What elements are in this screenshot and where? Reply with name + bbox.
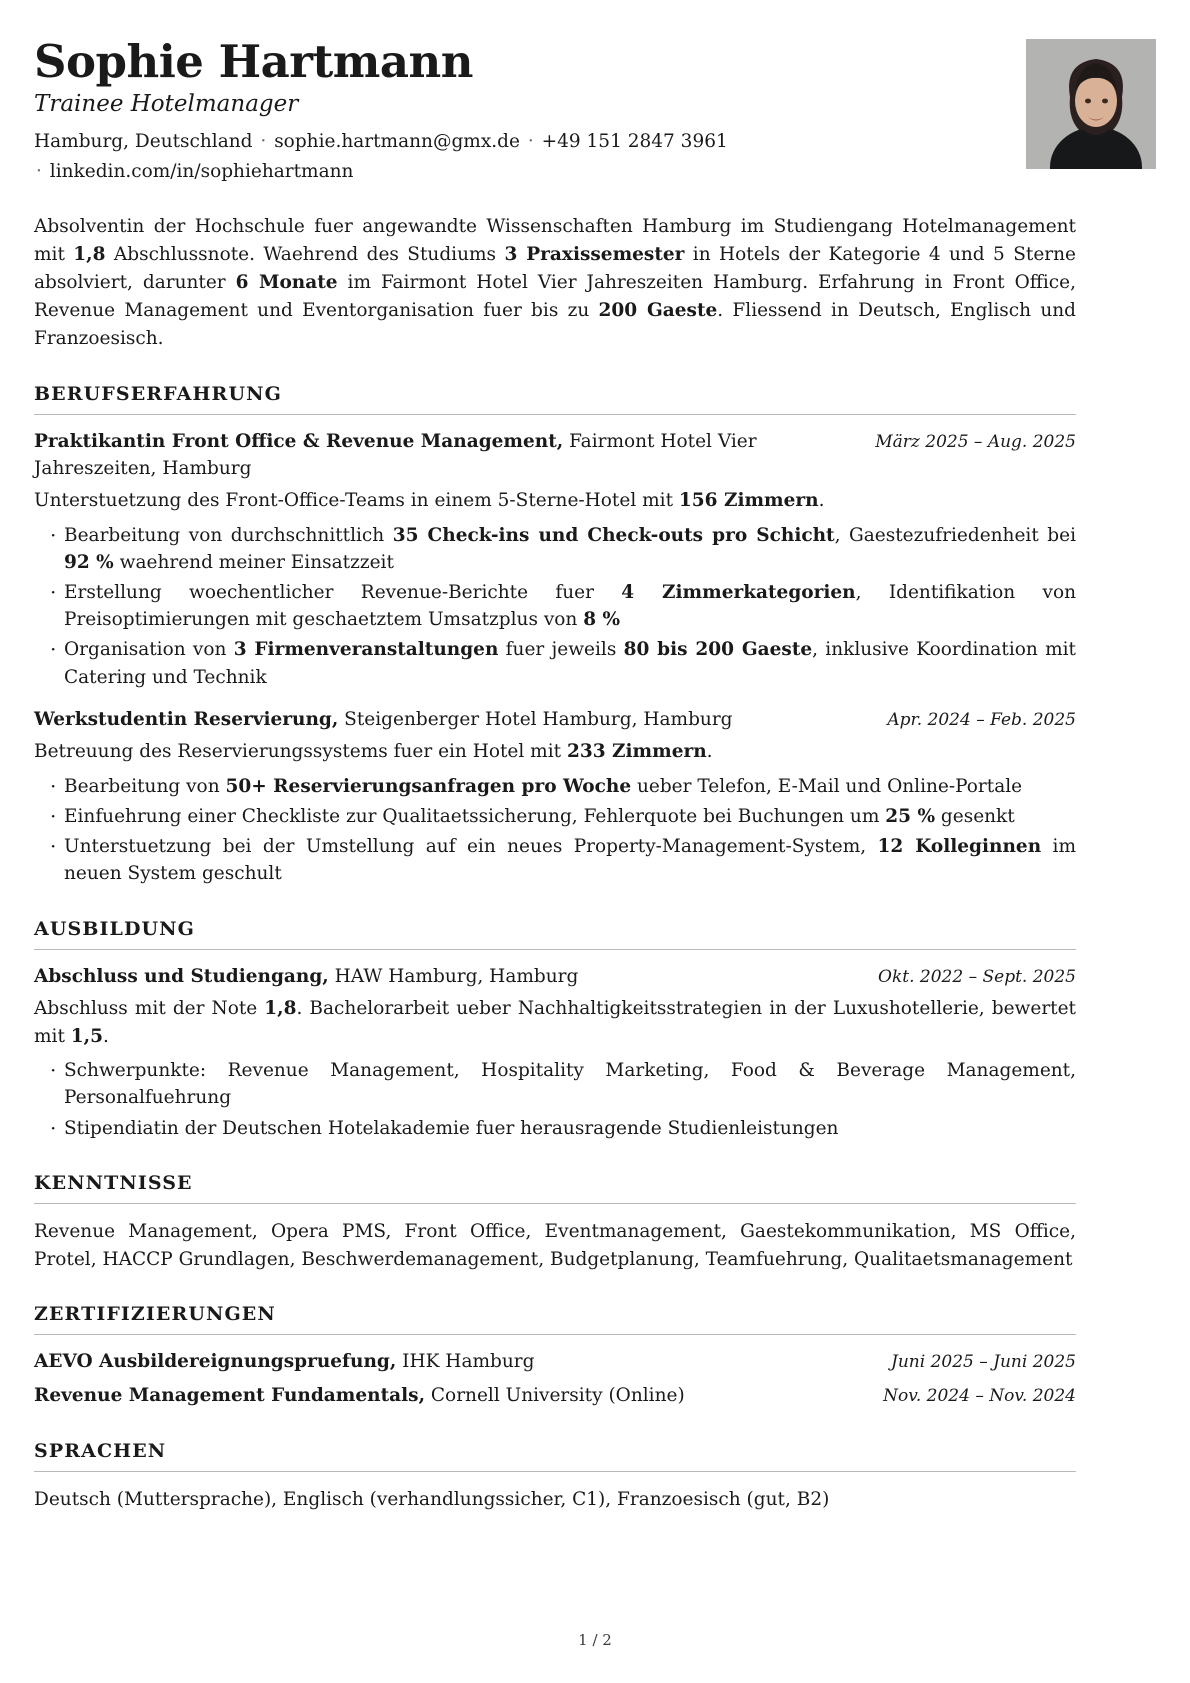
entry-company: Fairmont Hotel Vier Jahreszeiten, Hamburg xyxy=(34,431,757,479)
list-item xyxy=(34,773,1076,800)
entry-description-text: . xyxy=(706,741,713,762)
bullet-highlight: 50+ Reservierungsanfragen pro Woche xyxy=(225,775,632,797)
contact-email[interactable]: sophie.hartmann@gmx.de xyxy=(274,130,520,152)
page-title: Sophie Hartmann xyxy=(34,35,473,88)
entry-bullet-list xyxy=(34,1057,1076,1142)
entry-bullet-list xyxy=(34,773,1076,888)
contact-separator-icon: · xyxy=(527,130,534,152)
list-item: · Stipendiatin der Deutschen Hotelakademie fuer herausragende Studienleistungen xyxy=(34,1115,1076,1142)
bullet-text: Einfuehrung einer Checkliste zur Qualitaetssicherung, Fehlerquote bei Buchungen um xyxy=(64,805,886,827)
list-item: · Schwerpunkte: Revenue Management, Hospitality Marketing, Food & Beverage Management, Personalfuehrung xyxy=(34,1057,1076,1111)
bullet-text: ueber Telefon, E-Mail und Online-Portale xyxy=(631,775,1023,797)
bullet-text: im neuen System geschult xyxy=(64,836,1077,885)
section-heading: KENNTNISSE xyxy=(34,1171,193,1194)
bullet-text: Bearbeitung von xyxy=(64,775,226,797)
bullet-highlight: 3 Firmenveranstaltungen xyxy=(233,639,499,661)
summary-text: . Fliessend in Deutsch, Englisch und Franzoesisch. xyxy=(34,300,1076,350)
entry-header xyxy=(34,964,1076,990)
bullet-text: Organisation von xyxy=(64,639,234,661)
resume-header xyxy=(34,35,1076,187)
page-number: 1 / 2 xyxy=(578,1631,612,1649)
bullet-text: , inklusive Koordination mit Catering und Technik xyxy=(64,639,1076,688)
entry-bullet-list xyxy=(34,522,1076,691)
certification-row xyxy=(34,1383,1076,1410)
entry-description-highlight: 1,8 xyxy=(264,997,297,1019)
bullet-text: , Identifikation von Preisoptimierungen mit geschaetztem Umsatzplus von xyxy=(64,581,1076,631)
bullet-highlight: 12 Kolleginnen xyxy=(877,836,1042,858)
list-item xyxy=(34,636,1076,690)
bullet-text: , Gaestezufriedenheit bei xyxy=(834,524,1076,546)
section-divider xyxy=(34,1203,1076,1204)
avatar xyxy=(1026,39,1156,169)
list-item xyxy=(34,579,1076,633)
entry-description-text: Unterstuetzung des Front-Office-Teams in einem 5-Sterne-Hotel mit xyxy=(34,489,679,511)
bullet-text: waehrend meiner Einsatzzeit xyxy=(113,551,394,573)
bullet-highlight: 35 Check-ins und Check-outs pro Schicht xyxy=(392,524,835,546)
entry-description xyxy=(34,995,1076,1051)
section-heading: SPRACHEN xyxy=(34,1439,167,1462)
section-divider xyxy=(34,1334,1076,1335)
bullet-highlight: 4 Zimmerkategorien xyxy=(621,581,856,603)
entry-role: Abschluss und Studiengang, xyxy=(34,965,329,987)
summary-highlight: 1,8 xyxy=(73,243,106,265)
summary-text: im Fairmont Hotel Vier Jahreszeiten Hamburg. Erfahrung in Front Office, Revenue Management und Eventorganisation fuer bis zu xyxy=(34,272,1076,322)
entry-company: Steigenberger Hotel Hamburg, Hamburg xyxy=(338,708,733,730)
entry-role: Praktikantin Front Office & Revenue Management, xyxy=(34,431,564,453)
experience-entry xyxy=(34,429,1076,690)
summary-paragraph xyxy=(34,213,1076,354)
certification-title: AEVO Ausbildereignungspruefung, xyxy=(34,1351,397,1373)
section-experience xyxy=(34,383,1076,887)
section-heading: AUSBILDUNG xyxy=(34,917,195,940)
entry-date: Apr. 2024 – Feb. 2025 xyxy=(887,709,1076,730)
entry-description-text: . xyxy=(102,1025,109,1047)
entry-header xyxy=(34,707,1076,733)
page-footer xyxy=(0,1631,1190,1649)
certification-issuer: IHK Hamburg xyxy=(396,1351,535,1373)
contact-line xyxy=(34,127,734,187)
summary-highlight: 6 Monate xyxy=(235,272,338,293)
entry-description-text: Betreuung des Reservierungssystems fuer ein Hotel mit xyxy=(34,741,567,762)
list-item xyxy=(34,803,1076,830)
list-item xyxy=(34,522,1076,576)
section-divider xyxy=(34,414,1076,415)
section-languages xyxy=(34,1440,1076,1514)
bullet-text: Unterstuetzung bei der Umstellung auf ein neues Property-Management-System, xyxy=(64,836,878,858)
contact-separator-icon: · xyxy=(36,160,42,182)
bullet-text: fuer jeweils xyxy=(498,639,624,661)
certification-name xyxy=(34,1349,534,1376)
certification-date: Juni 2025 – Juni 2025 xyxy=(891,1352,1076,1373)
entry-description xyxy=(34,487,1076,515)
contact-phone[interactable]: +49 151 2847 3961 xyxy=(541,130,728,152)
certification-row xyxy=(34,1349,1076,1376)
certification-title: Revenue Management Fundamentals, xyxy=(34,1385,426,1407)
summary-highlight: 3 Praxissemester xyxy=(504,243,685,265)
bullet-text: Erstellung woechentlicher Revenue-Berichte fuer xyxy=(64,581,622,603)
entry-description-text: Abschluss mit der Note xyxy=(34,997,265,1019)
entry-description-text: . Bachelorarbeit ueber Nachhaltigkeitsstrategien in der Luxushotellerie, bewertet mit xyxy=(34,997,1076,1047)
list-item xyxy=(34,833,1076,887)
experience-entry xyxy=(34,707,1076,888)
contact-linkedin[interactable]: linkedin.com/in/sophiehartmann xyxy=(49,160,354,182)
entry-company: HAW Hamburg, Hamburg xyxy=(328,965,579,987)
section-heading: BERUFSERFAHRUNG xyxy=(34,383,282,406)
certification-date: Nov. 2024 – Nov. 2024 xyxy=(883,1386,1076,1407)
entry-header xyxy=(34,429,1076,482)
section-skills xyxy=(34,1172,1076,1274)
entry-description-highlight: 233 Zimmern xyxy=(566,741,707,762)
entry-description xyxy=(34,738,1076,766)
bullet-highlight: 92 % xyxy=(64,551,114,573)
skills-text: Revenue Management, Opera PMS, Front Office, Eventmanagement, Gaestekommunikation, MS Office, Protel, HACCP Grundlagen, Beschwerdemanagement, Budgetplanung, Teamfuehrung, Qualitaetsmanagement xyxy=(34,1220,1076,1270)
section-divider xyxy=(34,949,1076,950)
entry-title xyxy=(34,429,857,482)
entry-title xyxy=(34,707,869,733)
section-certifications xyxy=(34,1303,1076,1410)
bullet-highlight: 25 % xyxy=(885,805,936,827)
bullet-text: gesenkt xyxy=(935,805,1015,827)
entry-description-highlight: 1,5 xyxy=(70,1025,103,1047)
summary-text: Abschlussnote. Waehrend des Studiums xyxy=(105,243,505,265)
job-subtitle: Trainee Hotelmanager xyxy=(34,91,299,118)
education-entry xyxy=(34,964,1076,1142)
contact-location: Hamburg, Deutschland xyxy=(34,130,253,152)
bullet-highlight: 8 % xyxy=(583,609,621,631)
entry-description-text: . xyxy=(818,489,825,511)
contact-separator-icon: · xyxy=(260,130,267,152)
summary-highlight: 200 Gaeste xyxy=(598,300,718,322)
entry-title xyxy=(34,964,860,990)
section-education xyxy=(34,918,1076,1142)
entry-date: Okt. 2022 – Sept. 2025 xyxy=(878,966,1076,987)
certification-name xyxy=(34,1383,685,1410)
certification-issuer: Cornell University (Online) xyxy=(425,1385,685,1407)
summary-text: in Hotels der Kategorie 4 und 5 Sterne absolviert, darunter xyxy=(34,243,1076,293)
entry-role: Werkstudentin Reservierung, xyxy=(34,708,339,730)
languages-text: Deutsch (Muttersprache), Englisch (verhandlungssicher, C1), Franzoesisch (gut, B2) xyxy=(34,1488,830,1510)
section-divider xyxy=(34,1471,1076,1472)
entry-date: März 2025 – Aug. 2025 xyxy=(875,432,1076,453)
bullet-text: Bearbeitung von durchschnittlich xyxy=(64,524,393,546)
section-heading: ZERTIFIZIERUNGEN xyxy=(34,1303,276,1326)
entry-description-highlight: 156 Zimmern xyxy=(678,489,819,511)
summary-text: Absolventin der Hochschule fuer angewandte Wissenschaften Hamburg im Studiengang Hotelmanagement mit xyxy=(34,215,1076,265)
bullet-highlight: 80 bis 200 Gaeste xyxy=(623,639,813,661)
